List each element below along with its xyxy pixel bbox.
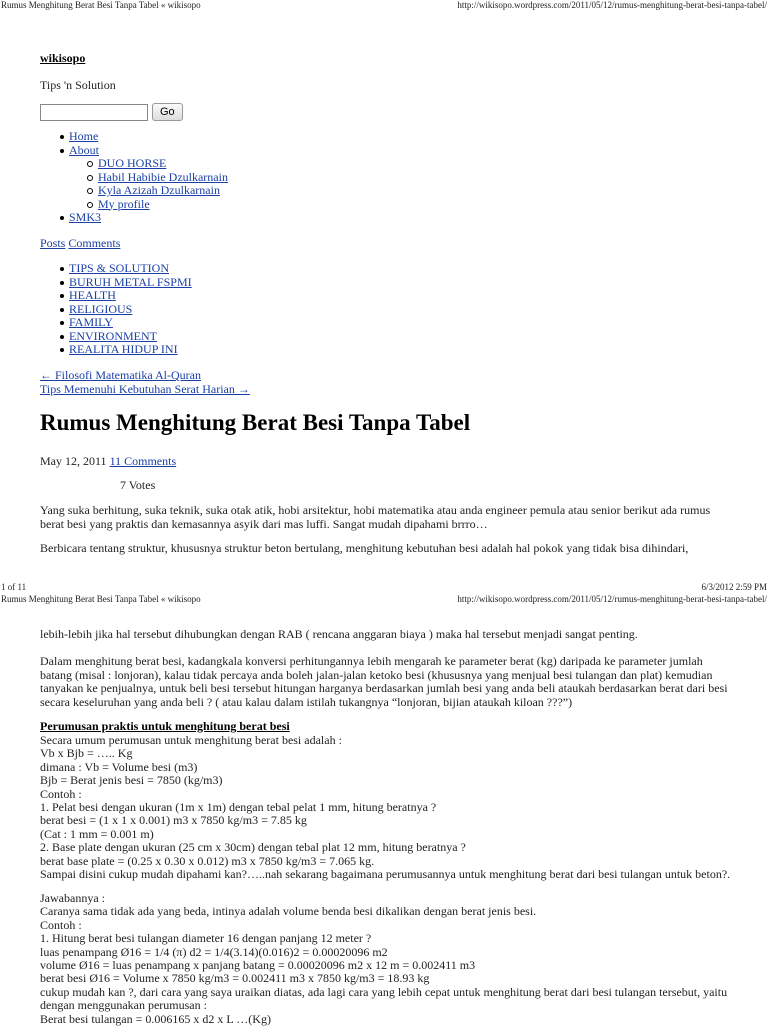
feed-links <box>40 236 120 251</box>
intro-paragraph: Yang suka berhitung, suka teknik, suka otak atik, hobi arsitektur, hobi matematika atau anda engineer pemula atau senior berikut ada rumus berat besi yang praktis dan kemasannya asyik dari mas luffi. Sangat mudah dipahami brrro… <box>40 503 711 531</box>
text-line: cukup mudah kan ?, dari cara yang saya uraikan diatas, ada lagi cara yang lebih cepat untuk menghitung berat dari besi tulangan tersebut, yaitu <box>40 984 728 999</box>
search-input[interactable] <box>40 104 148 121</box>
categories-menu <box>40 262 192 357</box>
pages-menu-link[interactable]: DUO HORSE <box>98 156 167 170</box>
pages-menu-item <box>40 184 228 198</box>
next-post-link[interactable]: Tips Memenuhi Kebutuhan Serat Harian → <box>40 382 250 396</box>
category-item <box>40 276 192 290</box>
category-item <box>40 262 192 276</box>
bullet-icon <box>60 216 64 220</box>
pages-menu-link[interactable]: Habil Habibie Dzulkarnain <box>98 169 228 184</box>
pages-menu <box>40 130 228 225</box>
text-line: luas penampang Ø16 = 1/4 (π) d2 = 1/4(3.14)(0.016)2 = 0.00020096 m2 <box>40 944 388 959</box>
section-heading: Perumusan praktis untuk menghitung berat besi <box>40 719 290 733</box>
site-title[interactable]: wikisopo <box>40 51 86 65</box>
text-line: 2. Base plate dengan ukuran (25 cm x 30cm) dengan tebal plat 12 mm, hitung beratnya ? <box>40 840 466 855</box>
posts-feed-link[interactable]: Posts <box>40 236 66 250</box>
text-line: dimana : Vb = Volume besi (m3) <box>40 759 198 774</box>
bullet-icon <box>60 348 64 352</box>
print-header-title: Rumus Menghitung Berat Besi Tanpa Tabel « wikisopo <box>1 0 201 10</box>
category-item <box>40 303 192 317</box>
text-line: (Cat : 1 mm = 0.001 m) <box>40 826 154 841</box>
category-link[interactable]: RELIGIOUS <box>69 301 133 316</box>
text-line: Contoh : <box>40 786 82 801</box>
continuation-paragraph: lebih-lebih jika hal tersebut dihubungkan dengan RAB ( rencana anggaran biaya ) maka hal tersebut menjadi sangat penting. <box>40 627 638 641</box>
pages-menu-item <box>40 157 228 171</box>
text-line: berat base plate = (0.25 x 0.30 x 0.012) m3 x 7850 kg/m3 = 7.065 kg. <box>40 853 375 868</box>
pages-menu-link[interactable]: Kyla Azizah Dzulkarnain <box>98 183 220 197</box>
text-line: Vb x Bjb = ….. Kg <box>40 746 133 761</box>
bullet-icon <box>60 135 64 139</box>
text-line: Contoh : <box>40 917 82 932</box>
bullet-icon <box>60 321 64 325</box>
post-date: May 12, 2011 <box>40 454 107 468</box>
category-link[interactable]: HEALTH <box>69 288 116 302</box>
search-go-button[interactable]: Go <box>152 103 183 121</box>
category-item <box>40 289 192 303</box>
bullet-icon <box>87 161 93 167</box>
post-meta <box>40 454 176 469</box>
bullet-icon <box>60 335 64 339</box>
pages-menu-item <box>40 171 228 185</box>
text-line: dengan menggunakan perumusan : <box>40 998 207 1013</box>
bullet-icon <box>60 281 64 285</box>
pages-menu-item <box>40 144 228 158</box>
weight-conversion-paragraph: Dalam menghitung berat besi, kadangkala konversi perhitungannya lebih mengarah ke parameter berat (kg) daripada ke parameter jumlah batang (misal : lonjoran), kalau tidak percaya anda boleh jalan-jalan ketoko besi (khususnya yang menjual besi tulangan dan plat) kemudian tanyakan ke penjualnya, untuk beli besi tersebut hitungan harganya berdasarkan jumlah besi yang anda beli ataukah berdasarkan berat dari besi secara keseluruhan yang anda beli ? ( atau kalau dalam istilah tukangnya “lonjoran, bijian ataukah kiloan ???”) <box>40 654 728 709</box>
category-item <box>40 316 192 330</box>
bullet-icon <box>60 267 64 271</box>
site-tagline: Tips 'n Solution <box>40 78 116 92</box>
post-title: Rumus Menghitung Berat Besi Tanpa Tabel <box>40 410 471 435</box>
bullet-icon <box>87 175 93 181</box>
text-line: Caranya sama tidak ada yang beda, intinya adalah volume benda besi dikalikan dengan berat jenis besi. <box>40 904 537 919</box>
print-header-url-page2: http://wikisopo.wordpress.com/2011/05/12/rumus-menghitung-berat-besi-tanpa-tabel/ <box>457 594 767 604</box>
bullet-icon <box>60 294 64 298</box>
pages-menu-item <box>40 198 228 212</box>
text-line: berat besi Ø16 = Volume x 7850 kg/m3 = 0.002411 m3 x 7850 kg/m3 = 18.93 kg <box>40 971 430 986</box>
pages-menu-link[interactable]: About <box>69 142 99 157</box>
pages-menu-item <box>40 130 228 144</box>
text-line: Bjb = Berat jenis besi = 7850 (kg/m3) <box>40 773 223 788</box>
print-header-url: http://wikisopo.wordpress.com/2011/05/12/rumus-menghitung-berat-besi-tanpa-tabel/ <box>457 0 767 10</box>
category-link[interactable]: ENVIRONMENT <box>69 328 157 343</box>
bullet-icon <box>87 188 93 194</box>
bullet-icon <box>60 308 64 312</box>
print-header-title-page2: Rumus Menghitung Berat Besi Tanpa Tabel « wikisopo <box>1 594 201 604</box>
text-line: 1. Pelat besi dengan ukuran (1m x 1m) dengan tebal pelat 1 mm, hitung beratnya ? <box>40 800 437 814</box>
structure-paragraph: Berbicara tentang struktur, khususnya struktur beton bertulang, menghitung kebutuhan besi adalah hal pokok yang tidak bisa dihindari, <box>40 542 689 555</box>
category-link[interactable]: BURUH METAL FSPMI <box>69 274 192 289</box>
bullet-icon <box>60 149 64 153</box>
post-navigation <box>40 368 250 396</box>
category-item <box>40 330 192 344</box>
category-item <box>40 343 192 357</box>
print-footer-timestamp: 6/3/2012 2:59 PM <box>701 582 767 592</box>
comments-feed-link[interactable]: Comments <box>68 236 121 250</box>
pages-menu-link[interactable]: SMK3 <box>69 210 102 224</box>
text-line: Berat besi tulangan = 0.006165 x d2 x L …(Kg) <box>40 1011 271 1026</box>
text-line: 1. Hitung berat besi tulangan diameter 16 dengan panjang 12 meter ? <box>40 931 372 946</box>
text-line: Secara umum perumusan untuk menghitung berat besi adalah : <box>40 733 342 747</box>
comments-link[interactable]: 11 Comments <box>109 454 177 468</box>
search-form <box>40 103 183 121</box>
print-footer-page: 1 of 11 <box>1 582 27 592</box>
text-line: Jawabannya : <box>40 891 105 905</box>
bullet-icon <box>87 202 93 208</box>
previous-post-link[interactable]: ← Filosofi Matematika Al-Quran <box>40 368 201 382</box>
text-line: berat besi = (1 x 1 x 0.001) m3 x 7850 kg/m3 = 7.85 kg <box>40 813 307 828</box>
pages-menu-link[interactable]: Home <box>69 129 99 143</box>
text-line: Sampai disini cukup mudah dipahami kan?…..nah sekarang bagaimana perumusannya untuk menghitung berat dari besi tulangan untuk beton?. <box>40 867 731 881</box>
pages-menu-item <box>40 211 228 225</box>
category-link[interactable]: TIPS & SOLUTION <box>69 261 170 275</box>
category-link[interactable]: REALITA HIDUP INI <box>69 342 178 356</box>
text-line: volume Ø16 = luas penampang x panjang batang = 0.00020096 m2 x 12 m = 0.002411 m3 <box>40 958 476 972</box>
votes-count: 7 Votes <box>120 478 156 492</box>
category-link[interactable]: FAMILY <box>69 315 113 329</box>
pages-menu-link[interactable]: My profile <box>98 196 150 211</box>
